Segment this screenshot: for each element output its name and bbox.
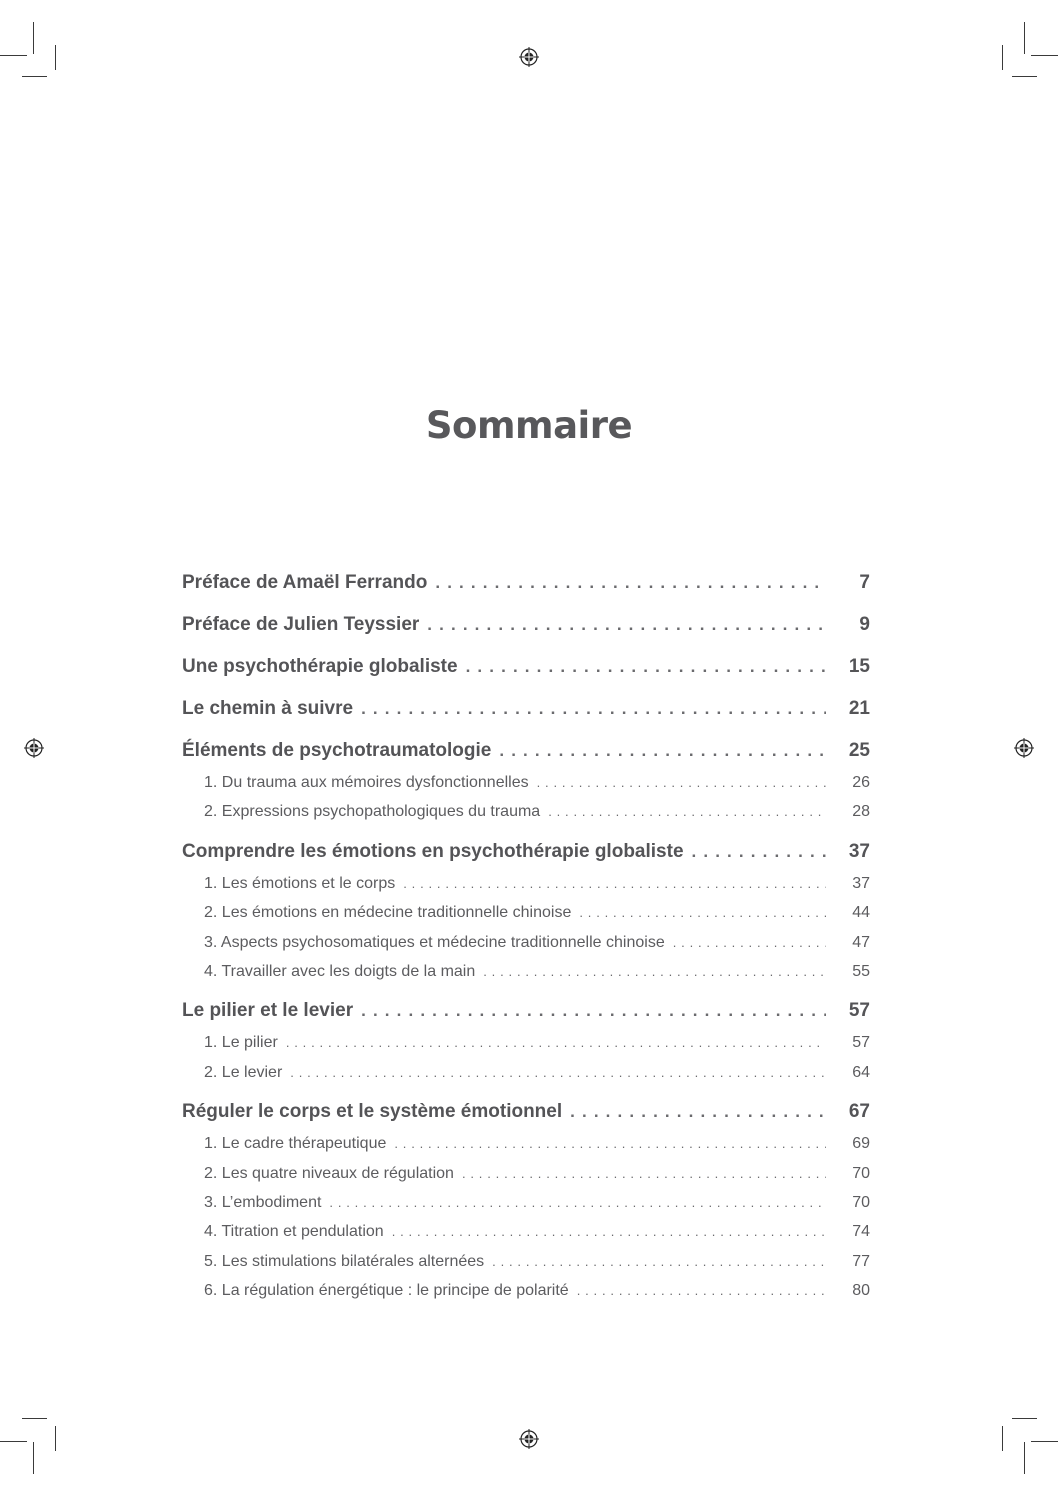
- crop-mark: [1012, 1418, 1037, 1419]
- toc-page-number: 74: [852, 1223, 870, 1241]
- dot-leader: [427, 604, 826, 646]
- toc-subentry-title: 1. Les émotions et le corps: [204, 874, 396, 892]
- toc-section: [182, 990, 870, 1087]
- toc-subentry-title: 2. Les quatre niveaux de régulation: [204, 1164, 454, 1182]
- registration-mark-icon: [24, 738, 44, 758]
- toc-subentry-title: 1. Le cadre thérapeutique: [204, 1135, 387, 1153]
- toc-page-number: 70: [852, 1193, 870, 1211]
- toc-chapter-title: Le pilier et le levier: [182, 1000, 354, 1022]
- dot-leader: [483, 957, 826, 986]
- toc-page-number: 25: [848, 740, 870, 761]
- toc-section: [182, 688, 870, 730]
- toc-subentry[interactable]: [182, 768, 870, 797]
- crop-mark: [1002, 1426, 1003, 1451]
- table-of-contents: [182, 562, 870, 1309]
- dot-leader: [499, 730, 826, 772]
- dot-leader: [394, 1129, 826, 1158]
- toc-subentry-title: 5. Les stimulations bilatérales alternées: [204, 1252, 485, 1270]
- crop-mark: [1002, 45, 1003, 70]
- dot-leader: [462, 1159, 826, 1188]
- toc-subentry[interactable]: [182, 1188, 870, 1217]
- toc-subentry[interactable]: [182, 869, 870, 898]
- registration-mark-icon: [519, 47, 539, 67]
- toc-section: [182, 562, 870, 604]
- toc-subentry[interactable]: [182, 1247, 870, 1276]
- crop-mark: [55, 1426, 56, 1451]
- toc-subentry-title: 4. Titration et pendulation: [204, 1223, 384, 1241]
- dot-leader: [435, 562, 826, 604]
- toc-page-number: 64: [852, 1063, 870, 1081]
- toc-page-number: 37: [848, 840, 870, 862]
- toc-subentry-title: 6. La régulation énergétique : le principe de polarité: [204, 1282, 569, 1300]
- toc-subentry[interactable]: [182, 928, 870, 957]
- crop-mark: [55, 45, 56, 70]
- toc-section: [182, 831, 870, 987]
- crop-mark: [1024, 1442, 1025, 1474]
- toc-page-number: 7: [859, 572, 870, 593]
- dot-leader: [692, 831, 826, 873]
- crop-mark: [22, 1418, 47, 1419]
- page-title: Sommaire: [425, 404, 633, 447]
- toc-chapter-title: Une psychothérapie globaliste: [182, 656, 458, 677]
- toc-chapter-title: Comprendre les émotions en psychothérapie globaliste: [182, 840, 684, 862]
- toc-page-number: 28: [852, 803, 870, 821]
- toc-subentry[interactable]: [182, 898, 870, 927]
- toc-chapter-title: Préface de Julien Teyssier: [182, 614, 420, 635]
- toc-subentry-title: 2. Expressions psychopathologiques du trauma: [204, 803, 541, 821]
- crop-mark: [0, 1441, 27, 1442]
- toc-section: [182, 730, 870, 827]
- toc-subentry[interactable]: [182, 1276, 870, 1305]
- toc-page-number: 80: [852, 1282, 870, 1300]
- dot-leader: [577, 1276, 826, 1305]
- dot-leader: [579, 898, 826, 927]
- toc-page-number: 47: [852, 933, 870, 951]
- toc-subentry-title: 3. Aspects psychosomatiques et médecine traditionnelle chinoise: [204, 933, 665, 951]
- toc-subentry-title: 2. Le levier: [204, 1063, 283, 1081]
- dot-leader: [361, 990, 826, 1032]
- crop-mark: [22, 76, 47, 77]
- dot-leader: [570, 1091, 826, 1133]
- dot-leader: [361, 688, 826, 730]
- toc-chapter-entry[interactable]: [182, 990, 870, 1032]
- toc-chapter-title: Le chemin à suivre: [182, 698, 354, 719]
- toc-chapter-entry[interactable]: [182, 1091, 870, 1133]
- toc-page-number: 15: [848, 656, 870, 677]
- toc-page-number: 21: [848, 698, 870, 719]
- dot-leader: [548, 797, 826, 826]
- toc-subentry[interactable]: [182, 1058, 870, 1087]
- toc-page-number: 67: [848, 1101, 870, 1123]
- toc-chapter-entry[interactable]: [182, 730, 870, 772]
- toc-subentry-title: 4. Travailler avec les doigts de la main: [204, 962, 476, 980]
- toc-section: [182, 646, 870, 688]
- toc-page-number: 69: [852, 1135, 870, 1153]
- toc-subentry[interactable]: [182, 1159, 870, 1188]
- toc-chapter-entry[interactable]: [182, 831, 870, 873]
- crop-mark: [33, 22, 34, 54]
- toc-subentry-title: 3. L’embodiment: [204, 1193, 322, 1211]
- registration-mark-icon: [1014, 738, 1034, 758]
- toc-subentry[interactable]: [182, 957, 870, 986]
- toc-chapter-title: Préface de Amaël Ferrando: [182, 572, 428, 593]
- toc-subentry[interactable]: [182, 797, 870, 826]
- toc-page-number: 9: [859, 614, 870, 635]
- dot-leader: [286, 1028, 826, 1057]
- toc-chapter-entry[interactable]: [182, 688, 870, 730]
- toc-page-number: 70: [852, 1164, 870, 1182]
- crop-mark: [33, 1442, 34, 1474]
- dot-leader: [290, 1058, 826, 1087]
- toc-chapter-entry[interactable]: [182, 646, 870, 688]
- crop-mark: [1031, 1441, 1058, 1442]
- toc-section: [182, 1091, 870, 1305]
- dot-leader: [537, 768, 826, 797]
- toc-page-number: 37: [852, 874, 870, 892]
- toc-chapter-entry[interactable]: [182, 562, 870, 604]
- toc-chapter-entry[interactable]: [182, 604, 870, 646]
- dot-leader: [466, 646, 826, 688]
- toc-page-number: 57: [852, 1034, 870, 1052]
- toc-page-number: 55: [852, 962, 870, 980]
- dot-leader: [492, 1247, 826, 1276]
- toc-page-number: 57: [848, 1000, 870, 1022]
- dot-leader: [403, 869, 826, 898]
- toc-subentry[interactable]: [182, 1028, 870, 1057]
- registration-mark-icon: [519, 1429, 539, 1449]
- crop-mark: [1012, 76, 1037, 77]
- toc-subentry-title: 1. Du trauma aux mémoires dysfonctionnelles: [204, 774, 529, 791]
- crop-mark: [1031, 55, 1058, 56]
- crop-mark: [0, 55, 27, 56]
- dot-leader: [329, 1188, 826, 1217]
- crop-mark: [1024, 22, 1025, 54]
- toc-subentry[interactable]: [182, 1129, 870, 1158]
- toc-section: [182, 604, 870, 646]
- toc-subentry-title: 1. Le pilier: [204, 1034, 278, 1052]
- toc-page-number: 26: [852, 774, 870, 791]
- toc-page-number: 77: [852, 1252, 870, 1270]
- toc-subentry[interactable]: [182, 1217, 870, 1246]
- dot-leader: [392, 1217, 826, 1246]
- toc-chapter-title: Éléments de psychotraumatologie: [182, 740, 492, 761]
- toc-page-number: 44: [852, 904, 870, 922]
- toc-subentry-title: 2. Les émotions en médecine traditionnelle chinoise: [204, 904, 572, 922]
- toc-chapter-title: Réguler le corps et le système émotionnel: [182, 1101, 563, 1123]
- dot-leader: [673, 928, 826, 957]
